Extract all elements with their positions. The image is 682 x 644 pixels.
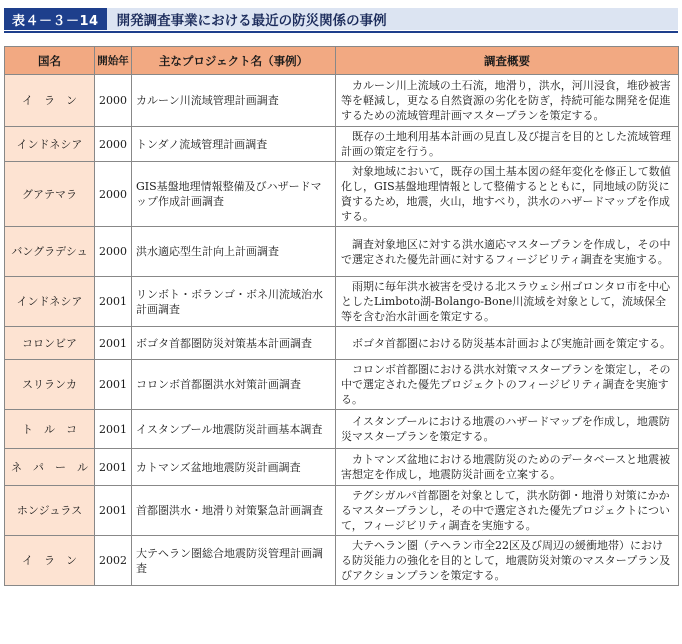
- cell-project: GIS基盤地理情報整備及びハザードマップ作成計画調査: [132, 162, 336, 227]
- cell-country: ト ル コ: [5, 410, 95, 449]
- cell-year: 2002: [95, 536, 132, 586]
- table-row: [5, 327, 679, 360]
- cell-summary: カルーン川上流域の土石流，地滑り，洪水，河川浸食，堆砂被害等を軽減し，更なる自然資源の劣化を防ぎ，持続可能な開発を促進するための流域管理計画マスタープランを策定する。: [336, 75, 679, 127]
- cell-country: イ ラ ン: [5, 536, 95, 586]
- cell-country: バングラデシュ: [5, 227, 95, 277]
- title-rule: [4, 31, 678, 33]
- cell-year: 2001: [95, 410, 132, 449]
- header-summary: 調査概要: [336, 47, 679, 75]
- header-project: 主なプロジェクト名（事例）: [132, 47, 336, 75]
- table-row: [5, 536, 679, 586]
- cell-summary: 調査対象地区に対する洪水適応マスタープランを作成し，その中で選定された優先計画に対するフィージビリティ調査を実施する。: [336, 227, 679, 277]
- cell-summary: イスタンブールにおける地震のハザードマップを作成し，地震防災マスタープランを策定する。: [336, 410, 679, 449]
- cell-summary: 対象地域において，既存の国土基本図の経年変化を修正して数値化し，GIS基盤地理情報として整備するとともに，同地域の防災に資するため，地震，火山，地すべり，洪水のハザードマップを作成する。: [336, 162, 679, 227]
- cell-project: 首都圏洪水・地滑り対策緊急計画調査: [132, 486, 336, 536]
- cell-year: 2000: [95, 127, 132, 162]
- cell-summary: 大テヘラン圏（テヘラン市全22区及び周辺の緩衝地帯）における防災能力の強化を目的として，地震防災対策のマスタープラン及びアクションプランを策定する。: [336, 536, 679, 586]
- cell-project: イスタンブール地震防災計画基本調査: [132, 410, 336, 449]
- cell-summary: ボゴタ首都圏における防災基本計画および実施計画を策定する。: [336, 327, 679, 360]
- cell-year: 2001: [95, 449, 132, 486]
- cell-project: 洪水適応型生計向上計画調査: [132, 227, 336, 277]
- cell-country: ネ パ ー ル: [5, 449, 95, 486]
- table-header-row: [5, 47, 679, 75]
- cell-country: コロンビア: [5, 327, 95, 360]
- cell-year: 2000: [95, 75, 132, 127]
- table-row: [5, 227, 679, 277]
- cell-year: 2000: [95, 162, 132, 227]
- cell-summary: 既存の土地利用基本計画の見直し及び提言を目的とした流域管理計画の策定を行う。: [336, 127, 679, 162]
- cell-year: 2001: [95, 327, 132, 360]
- cell-year: 2000: [95, 227, 132, 277]
- cell-summary: カトマンズ盆地における地震防災のためのデータベースと地震被害想定を作成し，地震防災計画を立案する。: [336, 449, 679, 486]
- cell-country: ホンジュラス: [5, 486, 95, 536]
- cell-country: インドネシア: [5, 127, 95, 162]
- cell-country: グアテマラ: [5, 162, 95, 227]
- table-row: [5, 162, 679, 227]
- table-title-bar: [4, 8, 678, 30]
- cell-project: カトマンズ盆地地震防災計画調査: [132, 449, 336, 486]
- cell-country: インドネシア: [5, 277, 95, 327]
- cell-summary: コロンボ首都圏における洪水対策マスタープランを策定し，その中で選定された優先プロジェクトのフィージビリティ調査を実施する。: [336, 360, 679, 410]
- table-row: [5, 486, 679, 536]
- table-row: [5, 360, 679, 410]
- cell-summary: テグシガルパ首都圏を対象として，洪水防御・地滑り対策にかかるマスタープランし，その中で選定された優先プロジェクトについて，フィージビリティ調査を実施する。: [336, 486, 679, 536]
- cell-year: 2001: [95, 360, 132, 410]
- table-row: [5, 410, 679, 449]
- disaster-projects-table: [4, 46, 679, 586]
- table-number: 表４－３－14: [4, 8, 107, 30]
- table-row: [5, 127, 679, 162]
- table-row: [5, 449, 679, 486]
- header-start-year: 開始年: [95, 47, 132, 75]
- cell-project: 大テヘラン圏総合地震防災管理計画調査: [132, 536, 336, 586]
- cell-project: トンダノ流域管理計画調査: [132, 127, 336, 162]
- cell-project: リンボト・ボランゴ・ボネ川流域治水計画調査: [132, 277, 336, 327]
- cell-country: スリランカ: [5, 360, 95, 410]
- cell-year: 2001: [95, 486, 132, 536]
- header-country: 国名: [5, 47, 95, 75]
- cell-project: ボゴタ首都圏防災対策基本計画調査: [132, 327, 336, 360]
- cell-project: コロンボ首都圏洪水対策計画調査: [132, 360, 336, 410]
- cell-year: 2001: [95, 277, 132, 327]
- cell-country: イ ラ ン: [5, 75, 95, 127]
- cell-project: カルーン川流域管理計画調査: [132, 75, 336, 127]
- table-row: [5, 277, 679, 327]
- cell-summary: 雨期に毎年洪水被害を受ける北スラウェシ州ゴロンタロ市を中心としたLimboto湖-Bolango-Bone川流域を対象として，流域保全等を含む治水計画を策定する。: [336, 277, 679, 327]
- table-row: [5, 75, 679, 127]
- table-title: 開発調査事業における最近の防災関係の事例: [107, 8, 678, 30]
